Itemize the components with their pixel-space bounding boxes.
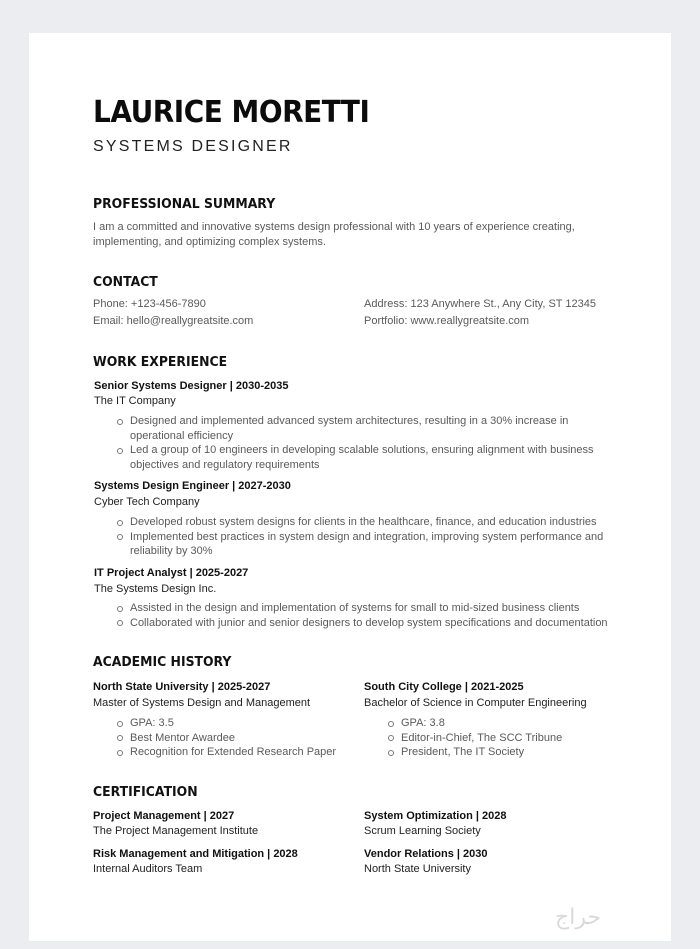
work-experience-heading: WORK EXPERIENCE <box>93 354 228 370</box>
cert-issuer: Internal Auditors Team <box>93 863 203 875</box>
certification-heading: CERTIFICATION <box>93 784 198 800</box>
job-bullets <box>117 601 637 630</box>
cert-issuer: The Project Management Institute <box>93 825 259 837</box>
job-company: Cyber Tech Company <box>94 496 200 508</box>
cert-title: Risk Management and Mitigation | 2028 <box>93 848 298 860</box>
job-company: The Systems Design Inc. <box>94 583 217 595</box>
job-bullet: Collaborated with junior and senior designers to develop system specifications and documentation <box>117 616 637 631</box>
contact-email: Email: hello@reallygreatsite.com <box>93 315 254 327</box>
school-bullet: Best Mentor Awardee <box>117 731 357 746</box>
school-bullet: President, The IT Society <box>388 745 628 760</box>
job-bullets <box>117 414 617 472</box>
job-bullet: Implemented best practices in system design and integration, improving system performance and reliability by 30% <box>117 530 617 559</box>
school-bullet: GPA: 3.5 <box>117 716 357 731</box>
school-degree: Bachelor of Science in Computer Engineering <box>364 697 587 709</box>
job-title: Senior Systems Designer | 2030-2035 <box>94 380 289 392</box>
cert-title: Project Management | 2027 <box>93 810 235 822</box>
candidate-name: LAURICE MORETTI <box>93 95 370 130</box>
job-title: Systems Design Engineer | 2027-2030 <box>94 480 291 492</box>
job-bullet: Led a group of 10 engineers in developing scalable solutions, ensuring alignment with business objectives and regulatory requirements <box>117 443 617 472</box>
contact-heading: CONTACT <box>93 274 158 290</box>
school-title: North State University | 2025-2027 <box>93 681 271 693</box>
school-bullet: Recognition for Extended Research Paper <box>117 745 357 760</box>
school-bullet: Editor-in-Chief, The SCC Tribune <box>388 731 628 746</box>
cert-title: System Optimization | 2028 <box>364 810 507 822</box>
job-title: IT Project Analyst | 2025-2027 <box>94 567 249 579</box>
job-bullet: Designed and implemented advanced system architectures, resulting in a 30% increase in operational efficiency <box>117 414 617 443</box>
cert-issuer: Scrum Learning Society <box>364 825 481 837</box>
cert-issuer: North State University <box>364 863 471 875</box>
school-bullets <box>117 716 357 760</box>
job-company: The IT Company <box>94 395 176 407</box>
school-bullet: GPA: 3.8 <box>388 716 628 731</box>
candidate-title: SYSTEMS DESIGNER <box>93 138 293 155</box>
job-bullets <box>117 515 617 559</box>
job-bullet: Developed robust system designs for clients in the healthcare, finance, and education industries <box>117 515 617 530</box>
resume-page <box>29 33 671 941</box>
contact-portfolio: Portfolio: www.reallygreatsite.com <box>364 315 530 327</box>
school-bullets <box>388 716 628 760</box>
academic-history-heading: ACADEMIC HISTORY <box>93 654 232 670</box>
school-title: South City College | 2021-2025 <box>364 681 524 693</box>
contact-address: Address: 123 Anywhere St., Any City, ST 12345 <box>364 298 596 310</box>
school-degree: Master of Systems Design and Management <box>93 697 311 709</box>
summary-text: I am a committed and innovative systems design professional with 10 years of experience creating, implementing, and optimizing complex systems. <box>93 221 575 248</box>
cert-title: Vendor Relations | 2030 <box>364 848 488 860</box>
summary-heading: PROFESSIONAL SUMMARY <box>93 196 276 212</box>
job-bullet: Assisted in the design and implementation of systems for small to mid-sized business clients <box>117 601 637 616</box>
contact-phone: Phone: +123-456-7890 <box>93 298 206 310</box>
watermark-logo: حراج <box>555 905 602 930</box>
